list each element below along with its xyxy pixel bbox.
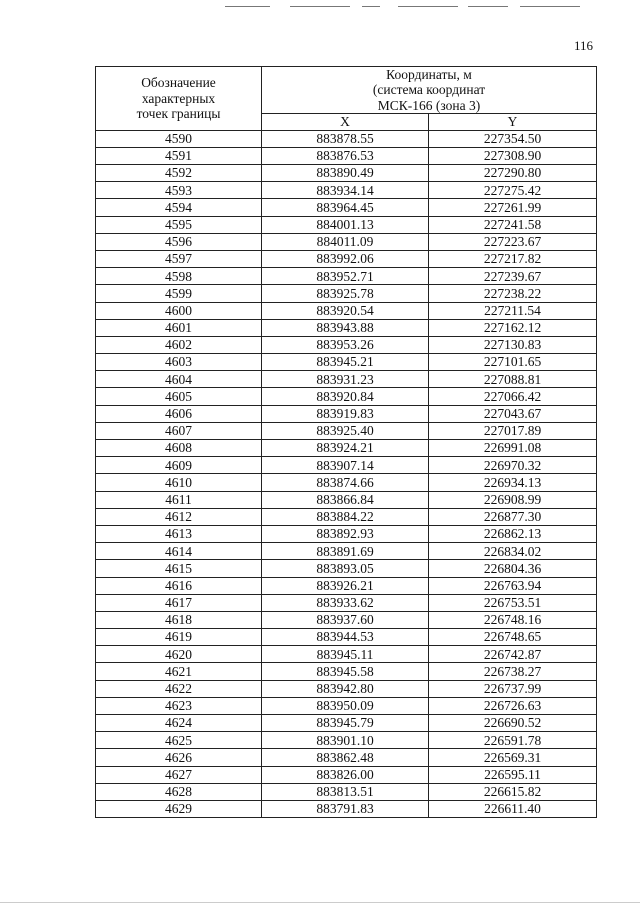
x-coordinate-cell: 883791.83	[262, 800, 429, 817]
y-coordinate-cell: 226991.08	[429, 440, 597, 457]
y-coordinate-cell: 226934.13	[429, 474, 597, 491]
point-number-cell: 4602	[96, 336, 262, 353]
table-row	[96, 457, 597, 474]
table-row	[96, 319, 597, 336]
y-coordinate-cell: 226834.02	[429, 543, 597, 560]
point-number-cell: 4623	[96, 697, 262, 714]
table-row	[96, 508, 597, 525]
point-number-cell: 4613	[96, 525, 262, 542]
x-coordinate-cell: 883926.21	[262, 577, 429, 594]
x-coordinate-cell: 883931.23	[262, 371, 429, 388]
y-coordinate-cell: 226763.94	[429, 577, 597, 594]
table-row	[96, 577, 597, 594]
x-coordinate-cell: 883950.09	[262, 697, 429, 714]
y-coordinate-cell: 226877.30	[429, 508, 597, 525]
point-number-cell: 4604	[96, 371, 262, 388]
x-coordinate-cell: 883874.66	[262, 474, 429, 491]
x-coordinate-cell: 883952.71	[262, 268, 429, 285]
point-number-cell: 4612	[96, 508, 262, 525]
point-number-cell: 4596	[96, 233, 262, 250]
point-number-cell: 4617	[96, 594, 262, 611]
table-row	[96, 474, 597, 491]
y-coordinate-cell: 227211.54	[429, 302, 597, 319]
y-coordinate-cell: 226738.27	[429, 663, 597, 680]
point-number-cell: 4594	[96, 199, 262, 216]
table-row	[96, 405, 597, 422]
table-row	[96, 629, 597, 646]
table-row	[96, 147, 597, 164]
point-number-cell: 4622	[96, 680, 262, 697]
point-number-cell: 4598	[96, 268, 262, 285]
point-number-cell: 4627	[96, 766, 262, 783]
y-coordinate-cell: 226804.36	[429, 560, 597, 577]
x-coordinate-cell: 883890.49	[262, 165, 429, 182]
table-row	[96, 285, 597, 302]
coordinates-table	[95, 66, 597, 818]
point-number-cell: 4609	[96, 457, 262, 474]
table-row	[96, 422, 597, 439]
table-row	[96, 663, 597, 680]
y-coordinate-cell: 227354.50	[429, 130, 597, 147]
point-number-cell: 4590	[96, 130, 262, 147]
x-coordinate-cell: 883813.51	[262, 783, 429, 800]
header-rule	[362, 6, 380, 7]
y-coordinate-cell: 227088.81	[429, 371, 597, 388]
y-coordinate-cell: 226569.31	[429, 749, 597, 766]
y-coordinate-cell: 227275.42	[429, 182, 597, 199]
y-coordinate-cell: 227162.12	[429, 319, 597, 336]
table-row	[96, 440, 597, 457]
header-rule	[225, 6, 270, 7]
y-coordinate-cell: 226611.40	[429, 800, 597, 817]
table-row	[96, 680, 597, 697]
y-coordinate-cell: 226748.16	[429, 611, 597, 628]
point-number-cell: 4621	[96, 663, 262, 680]
point-number-cell: 4600	[96, 302, 262, 319]
point-number-cell: 4591	[96, 147, 262, 164]
table-row	[96, 543, 597, 560]
y-coordinate-cell: 226690.52	[429, 715, 597, 732]
y-coordinate-cell: 226591.78	[429, 732, 597, 749]
point-number-cell: 4592	[96, 165, 262, 182]
table-row	[96, 560, 597, 577]
point-number-cell: 4605	[96, 388, 262, 405]
point-number-cell: 4626	[96, 749, 262, 766]
y-coordinate-cell: 226753.51	[429, 594, 597, 611]
point-number-cell: 4620	[96, 646, 262, 663]
x-coordinate-cell: 883920.84	[262, 388, 429, 405]
x-coordinate-cell: 883884.22	[262, 508, 429, 525]
table-row	[96, 165, 597, 182]
table-row	[96, 766, 597, 783]
x-coordinate-cell: 883933.62	[262, 594, 429, 611]
table-row	[96, 130, 597, 147]
x-coordinate-cell: 883866.84	[262, 491, 429, 508]
point-number-cell: 4614	[96, 543, 262, 560]
point-number-cell: 4615	[96, 560, 262, 577]
table-row	[96, 594, 597, 611]
y-coordinate-cell: 227241.58	[429, 216, 597, 233]
y-coordinate-cell: 227101.65	[429, 354, 597, 371]
table-row	[96, 783, 597, 800]
point-number-cell: 4628	[96, 783, 262, 800]
y-coordinate-cell: 226595.11	[429, 766, 597, 783]
point-number-cell: 4611	[96, 491, 262, 508]
x-coordinate-cell: 883876.53	[262, 147, 429, 164]
y-coordinate-cell: 226726.63	[429, 697, 597, 714]
point-designation-header: Обозначение характерных точек границы	[96, 67, 262, 131]
y-coordinate-cell: 227290.80	[429, 165, 597, 182]
point-number-cell: 4625	[96, 732, 262, 749]
x-coordinate-cell: 883937.60	[262, 611, 429, 628]
y-coordinate-cell: 226748.65	[429, 629, 597, 646]
x-coordinate-cell: 883992.06	[262, 250, 429, 267]
x-coordinate-cell: 883826.00	[262, 766, 429, 783]
table-row	[96, 199, 597, 216]
x-coordinate-cell: 883945.11	[262, 646, 429, 663]
x-coordinate-cell: 883943.88	[262, 319, 429, 336]
x-coordinate-cell: 883934.14	[262, 182, 429, 199]
point-number-cell: 4608	[96, 440, 262, 457]
x-coordinate-cell: 883878.55	[262, 130, 429, 147]
y-coordinate-cell: 227308.90	[429, 147, 597, 164]
x-coordinate-cell: 883945.58	[262, 663, 429, 680]
coordinates-header: Координаты, м (система координат МСК-166 (зона 3)	[262, 67, 597, 114]
x-coordinate-cell: 883892.93	[262, 525, 429, 542]
table-row	[96, 646, 597, 663]
table-row	[96, 388, 597, 405]
y-coordinate-cell: 227238.22	[429, 285, 597, 302]
y-coordinate-cell: 226615.82	[429, 783, 597, 800]
table-row	[96, 611, 597, 628]
x-coordinate-cell: 883945.79	[262, 715, 429, 732]
x-coordinate-cell: 883893.05	[262, 560, 429, 577]
y-coordinate-cell: 226737.99	[429, 680, 597, 697]
table-row	[96, 525, 597, 542]
x-coordinate-cell: 883945.21	[262, 354, 429, 371]
point-number-cell: 4593	[96, 182, 262, 199]
point-number-cell: 4610	[96, 474, 262, 491]
y-coordinate-cell: 227261.99	[429, 199, 597, 216]
point-number-cell: 4595	[96, 216, 262, 233]
x-coordinate-cell: 883942.80	[262, 680, 429, 697]
point-number-cell: 4607	[96, 422, 262, 439]
y-coordinate-cell: 226742.87	[429, 646, 597, 663]
table-row	[96, 182, 597, 199]
table-row	[96, 233, 597, 250]
header-rule	[398, 6, 458, 7]
y-coordinate-cell: 227043.67	[429, 405, 597, 422]
point-number-cell: 4618	[96, 611, 262, 628]
x-coordinate-cell: 883907.14	[262, 457, 429, 474]
x-coordinate-cell: 884011.09	[262, 233, 429, 250]
table-row	[96, 336, 597, 353]
table-row	[96, 250, 597, 267]
y-coordinate-cell: 226970.32	[429, 457, 597, 474]
bottom-rule	[0, 902, 640, 903]
y-coordinate-cell: 227223.67	[429, 233, 597, 250]
point-number-cell: 4599	[96, 285, 262, 302]
table-row	[96, 371, 597, 388]
table-row	[96, 749, 597, 766]
table-row	[96, 732, 597, 749]
y-coordinate-cell: 227217.82	[429, 250, 597, 267]
x-coordinate-cell: 883919.83	[262, 405, 429, 422]
y-coordinate-cell: 227017.89	[429, 422, 597, 439]
point-number-cell: 4616	[96, 577, 262, 594]
table-row	[96, 302, 597, 319]
point-number-cell: 4606	[96, 405, 262, 422]
table-row	[96, 697, 597, 714]
table-row	[96, 491, 597, 508]
point-number-cell: 4624	[96, 715, 262, 732]
coordinates-rows	[96, 130, 597, 818]
x-coordinate-cell: 883891.69	[262, 543, 429, 560]
y-column-header: Y	[429, 114, 597, 130]
x-column-header: X	[262, 114, 429, 130]
table-row	[96, 800, 597, 817]
page-number: 116	[574, 38, 594, 53]
point-number-cell: 4597	[96, 250, 262, 267]
y-coordinate-cell: 226908.99	[429, 491, 597, 508]
x-coordinate-cell: 883924.21	[262, 440, 429, 457]
x-coordinate-cell: 883925.78	[262, 285, 429, 302]
table-row	[96, 216, 597, 233]
x-coordinate-cell: 883925.40	[262, 422, 429, 439]
table-row	[96, 268, 597, 285]
x-coordinate-cell: 883920.54	[262, 302, 429, 319]
point-number-cell: 4629	[96, 800, 262, 817]
x-coordinate-cell: 884001.13	[262, 216, 429, 233]
y-coordinate-cell: 227066.42	[429, 388, 597, 405]
x-coordinate-cell: 883953.26	[262, 336, 429, 353]
header-rule	[520, 6, 580, 7]
x-coordinate-cell: 883944.53	[262, 629, 429, 646]
table-row	[96, 715, 597, 732]
point-number-cell: 4619	[96, 629, 262, 646]
y-coordinate-cell: 227239.67	[429, 268, 597, 285]
y-coordinate-cell: 227130.83	[429, 336, 597, 353]
header-rule	[290, 6, 350, 7]
point-number-cell: 4603	[96, 354, 262, 371]
x-coordinate-cell: 883964.45	[262, 199, 429, 216]
table-row	[96, 354, 597, 371]
header-rule	[468, 6, 508, 7]
x-coordinate-cell: 883901.10	[262, 732, 429, 749]
x-coordinate-cell: 883862.48	[262, 749, 429, 766]
y-coordinate-cell: 226862.13	[429, 525, 597, 542]
point-number-cell: 4601	[96, 319, 262, 336]
